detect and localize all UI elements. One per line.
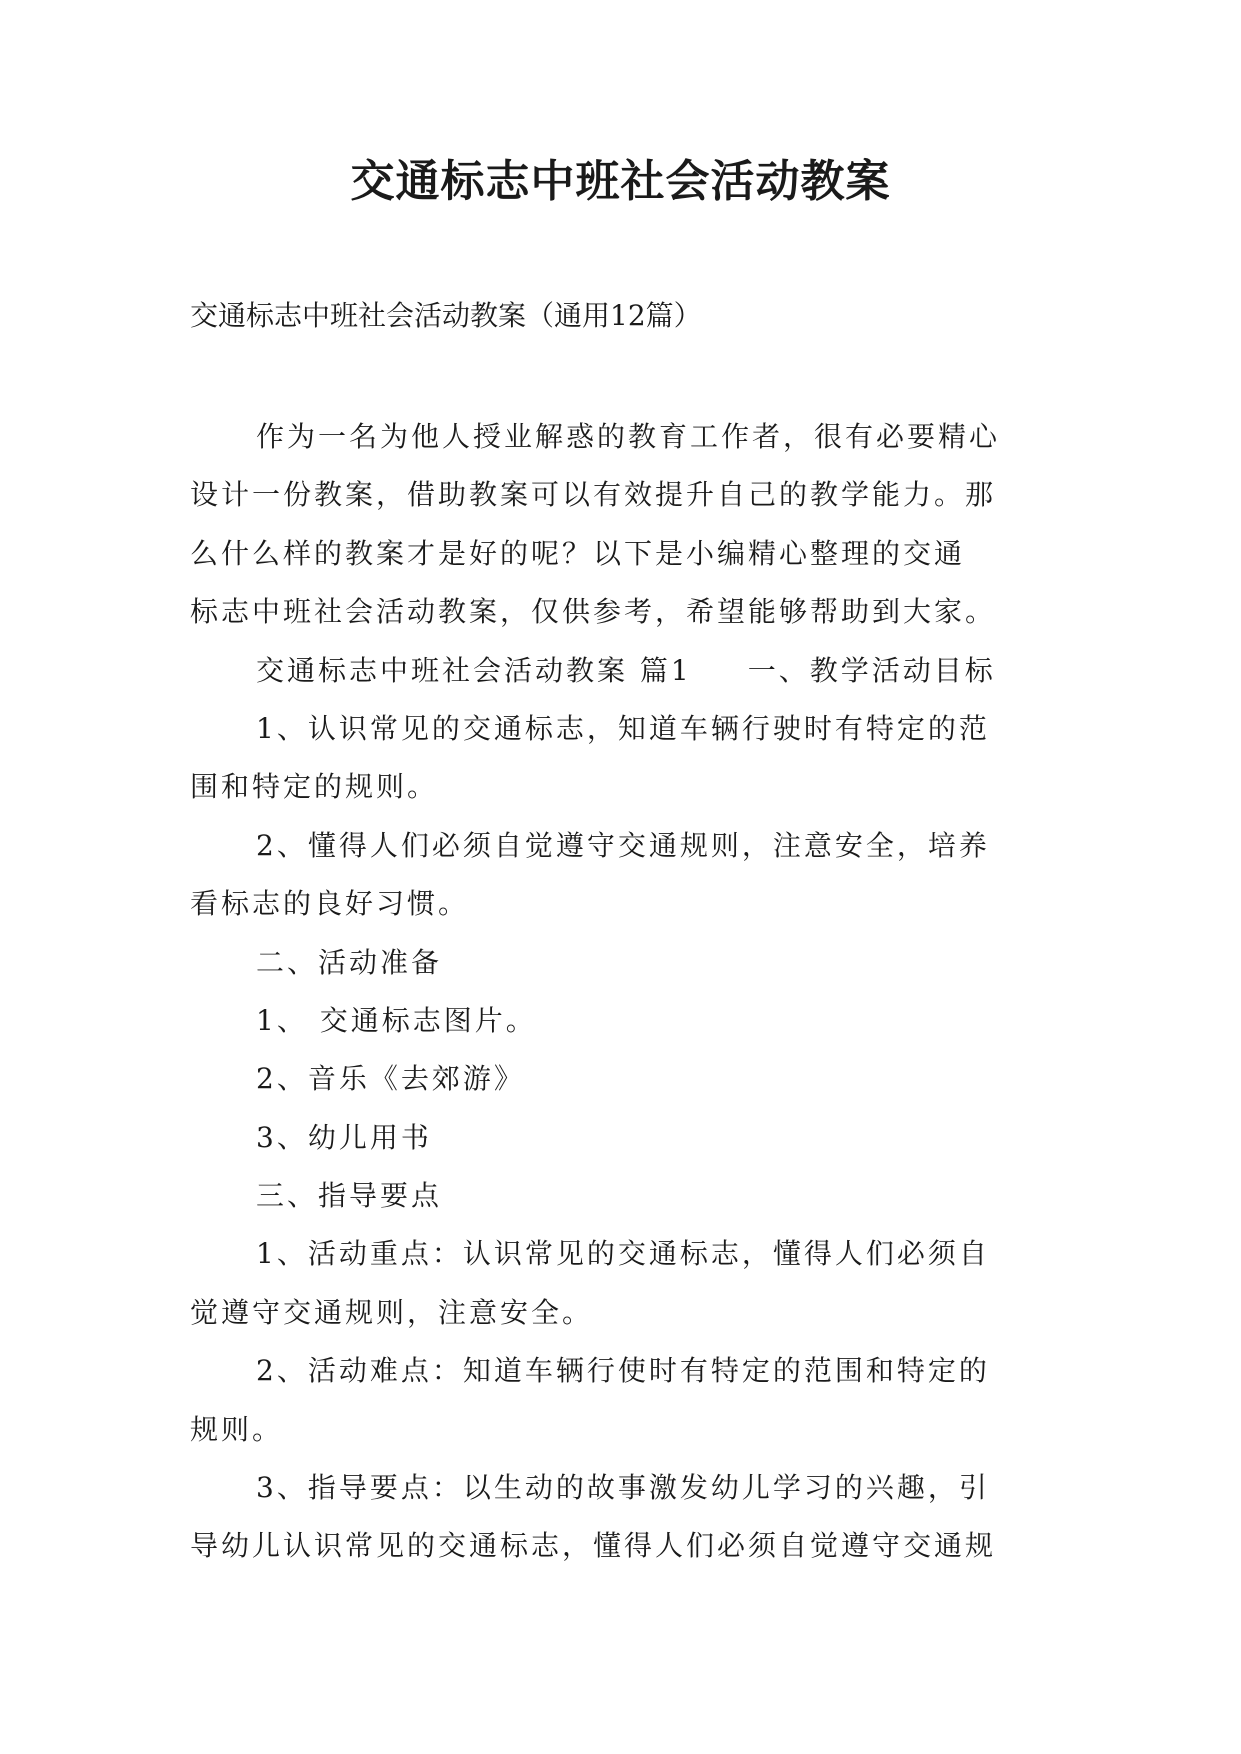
document-title: 交通标志中班社会活动教案 <box>350 156 891 207</box>
paragraph-line: 设计一份教案，借助教案可以有效提升自己的教学能力。那 <box>190 478 997 512</box>
paragraph-line: 么什么样的教案才是好的呢？以下是小编精心整理的交通 <box>190 536 966 570</box>
paragraph-line: 觉遵守交通规则，注意安全。 <box>190 1295 594 1329</box>
section-heading-line <box>190 642 1050 700</box>
paragraph-line: 看标志的良好习惯。 <box>190 887 470 921</box>
paragraph-line: 围和特定的规则。 <box>190 770 439 804</box>
paragraph-line: 作为一名为他人授业解惑的教育工作者，很有必要精心 <box>256 420 1001 453</box>
paragraph-line: 2、活动难点：知道车辆行使时有特定的范围和特定的 <box>256 1354 990 1388</box>
section-heading-article: 交通标志中班社会活动教案 篇1 <box>256 653 692 687</box>
section-heading-goals: 一、教学活动目标 <box>747 653 996 687</box>
paragraph-line: 1、 交通标志图片。 <box>256 1003 537 1037</box>
paragraph-line: 2、音乐《去郊游》 <box>256 1062 525 1096</box>
document-subtitle: 交通标志中班社会活动教案（通用12篇） <box>190 299 702 332</box>
paragraph-line: 2、懂得人们必须自觉遵守交通规则，注意安全，培养 <box>256 828 990 862</box>
paragraph-line: 标志中班社会活动教案，仅供参考，希望能够帮助到大家。 <box>190 595 997 629</box>
paragraph-line: 3、指导要点：以生动的故事激发幼儿学习的兴趣，引 <box>256 1471 990 1505</box>
paragraph-line: 1、认识常见的交通标志，知道车辆行驶时有特定的范 <box>256 711 990 745</box>
document-body <box>190 408 1050 1576</box>
section-heading: 二、活动准备 <box>256 945 443 979</box>
paragraph-line: 1、活动重点：认识常见的交通标志，懂得人们必须自 <box>256 1237 990 1271</box>
paragraph-line: 3、幼儿用书 <box>256 1120 432 1154</box>
paragraph-line: 导幼儿认识常见的交通标志，懂得人们必须自觉遵守交通规 <box>190 1529 997 1563</box>
section-heading: 三、指导要点 <box>256 1179 443 1213</box>
paragraph-line: 规则。 <box>190 1412 284 1446</box>
